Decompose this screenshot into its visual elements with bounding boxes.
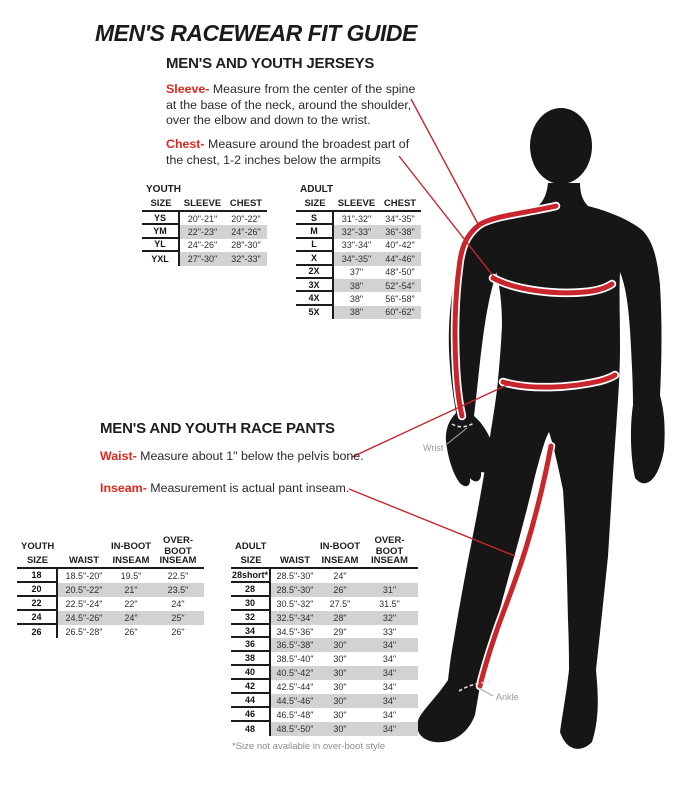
- size-cell: 34: [231, 625, 271, 639]
- footnote: *Size not available in over-boot style: [232, 741, 386, 752]
- inseam-term: Inseam-: [100, 481, 147, 495]
- waist-text: Measure about 1" below the pelvis bone.: [136, 449, 364, 463]
- value-cell: 34": [361, 666, 418, 680]
- value-cell: 28.5"-30": [276, 570, 314, 581]
- column-header-spacer: [271, 539, 319, 553]
- value-cell: 48.5"-50": [271, 722, 319, 736]
- value-cell: 33"-34": [341, 240, 372, 251]
- table-row: [17, 611, 204, 625]
- sleeve-description: [166, 82, 420, 129]
- adult-pants-table: [231, 535, 418, 736]
- table-row: [296, 239, 421, 252]
- column-header-size: SIZE: [150, 197, 172, 209]
- table-header-row-top: [231, 535, 418, 557]
- value-cell: 38": [334, 306, 379, 319]
- value-cell: 27"-30": [180, 252, 225, 265]
- value-cell: 26": [319, 583, 361, 597]
- column-header-sleeve: SLEEVE: [337, 197, 376, 209]
- size-cell: 28short*: [231, 569, 271, 583]
- table-row: [231, 708, 418, 722]
- value-cell: 40.5"-42": [271, 666, 319, 680]
- youth-pants-table: [17, 535, 204, 638]
- value-cell: 24"-26": [225, 225, 267, 238]
- value-cell: 22.5"-24": [65, 598, 103, 609]
- value-cell: 34": [361, 638, 418, 652]
- value-cell: 38": [349, 294, 364, 305]
- size-cell: 40: [231, 666, 271, 680]
- value-cell: 30": [319, 722, 361, 736]
- size-cell: 36: [231, 638, 271, 652]
- value-cell: 34"-35": [334, 252, 379, 265]
- adult-jersey-table: [296, 183, 421, 319]
- table-row: [231, 652, 418, 666]
- value-cell: 40"-42": [385, 240, 415, 251]
- table-header-row-top: [17, 535, 204, 557]
- jerseys-section-heading: MEN'S AND YOUTH JERSEYS: [166, 55, 375, 72]
- size-cell: 18: [17, 569, 58, 583]
- head-silhouette: [530, 108, 592, 184]
- value-cell: 44.5"-46": [271, 694, 319, 708]
- table-row: [17, 597, 204, 611]
- value-cell: 20"-22": [231, 213, 261, 224]
- column-header-sleeve: SLEEVE: [183, 197, 222, 209]
- size-cell: M: [296, 225, 334, 238]
- value-cell: 48"-50": [385, 267, 415, 278]
- size-cell: 26: [17, 625, 58, 639]
- size-cell: 2X: [296, 266, 334, 279]
- value-cell: 27.5": [329, 598, 351, 609]
- table-body: [231, 569, 418, 736]
- value-cell: 26": [171, 626, 185, 637]
- size-cell: 4X: [296, 292, 334, 305]
- table-group-label: ADULT: [300, 184, 334, 195]
- body-silhouette: [417, 183, 664, 749]
- column-header-inseam: INSEAM: [371, 554, 408, 566]
- value-cell: 30": [319, 694, 361, 708]
- value-cell: 32"-33": [225, 252, 267, 265]
- value-cell: 26": [124, 626, 138, 637]
- value-cell: 30": [319, 638, 361, 652]
- column-header-inboot: IN-BOOT: [319, 540, 361, 552]
- value-cell: 60"-62": [379, 306, 421, 319]
- size-cell: 48: [231, 722, 271, 736]
- size-cell: 3X: [296, 279, 334, 292]
- value-cell: 46.5"-48": [276, 709, 314, 720]
- table-body: [142, 212, 267, 266]
- table-row: [296, 252, 421, 265]
- table-header-row: [142, 196, 267, 212]
- size-cell: YL: [142, 239, 180, 252]
- table-row: [231, 666, 418, 680]
- value-cell: 31": [361, 583, 418, 597]
- table-row: [17, 583, 204, 597]
- table-group-label: YOUTH: [146, 184, 181, 195]
- value-cell: 30": [333, 654, 347, 665]
- value-cell: 32.5"-34": [271, 611, 319, 625]
- table-row: [231, 722, 418, 736]
- value-cell: 30": [319, 666, 361, 680]
- value-cell: 34": [382, 709, 397, 720]
- table-row: [231, 625, 418, 639]
- column-header-inseam: INSEAM: [159, 554, 197, 566]
- column-header-chest: CHEST: [229, 197, 263, 209]
- value-cell: 28": [319, 611, 361, 625]
- table-row: [17, 625, 204, 639]
- value-cell: 34"-35": [385, 213, 415, 224]
- value-cell: 34.5"-36": [276, 626, 314, 637]
- table-row: [296, 212, 421, 225]
- value-cell: 31"-32": [341, 213, 372, 224]
- value-cell: 22": [124, 598, 138, 609]
- value-cell: 30.5"-32": [276, 598, 314, 609]
- value-cell: 22.5": [167, 570, 189, 581]
- size-cell: 20: [17, 583, 58, 597]
- value-cell: 19.5": [120, 570, 142, 581]
- value-cell: 25": [152, 611, 204, 625]
- value-cell: 24.5"-26": [58, 611, 110, 625]
- column-header-waist: WAIST: [279, 554, 311, 566]
- page-title: MEN'S RACEWEAR FIT GUIDE: [95, 20, 417, 46]
- value-cell: 20"-21": [187, 213, 218, 224]
- table-group-label: YOUTH: [21, 540, 55, 552]
- table-row: [17, 569, 204, 583]
- column-header-inseam: INSEAM: [321, 554, 359, 566]
- value-cell: [361, 569, 418, 583]
- size-cell: 5X: [296, 306, 334, 319]
- chest-description: [166, 137, 420, 168]
- value-cell: 22"-23": [180, 225, 225, 238]
- column-header-size: SIZE: [240, 554, 262, 566]
- ankle-label: Ankle: [496, 692, 519, 702]
- inseam-text: Measurement is actual pant inseam.: [146, 481, 350, 495]
- inseam-description: [100, 481, 349, 497]
- table-row: [231, 583, 418, 597]
- size-cell: 22: [17, 597, 58, 611]
- value-cell: 30": [333, 682, 347, 693]
- table-row: [231, 611, 418, 625]
- table-row: [231, 638, 418, 652]
- size-cell: S: [296, 212, 334, 225]
- sleeve-text: Measure from the center of the spine at the base of the neck, around the shoulder, over the elbow and down to the wrist.: [166, 82, 416, 127]
- value-cell: 32": [361, 611, 418, 625]
- value-cell: 34": [382, 682, 397, 693]
- column-header-waist: WAIST: [68, 554, 100, 566]
- table-row: [142, 225, 267, 238]
- size-cell: YXL: [142, 252, 180, 265]
- value-cell: 28.5"-30": [271, 583, 319, 597]
- size-cell: 30: [231, 597, 271, 611]
- value-cell: 23.5": [152, 583, 204, 597]
- column-header-size: SIZE: [304, 197, 326, 209]
- value-cell: 20.5"-22": [58, 583, 110, 597]
- wrist-label: Wrist: [423, 443, 444, 453]
- value-cell: 31.5": [379, 598, 400, 609]
- size-cell: 28: [231, 583, 271, 597]
- size-cell: 42: [231, 680, 271, 694]
- youth-jersey-table: [142, 183, 267, 266]
- size-cell: YM: [142, 225, 180, 238]
- table-header-row: [296, 196, 421, 212]
- table-body: [296, 212, 421, 319]
- table-row: [231, 694, 418, 708]
- column-header-size: SIZE: [26, 554, 49, 566]
- table-header-row: [17, 553, 204, 569]
- value-cell: 42.5"-44": [276, 682, 314, 693]
- chest-text: Measure around the broadest part of the chest, 1-2 inches below the armpits: [166, 137, 410, 167]
- pants-section-heading: MEN'S AND YOUTH RACE PANTS: [100, 420, 335, 437]
- size-cell: 44: [231, 694, 271, 708]
- column-header-chest: CHEST: [383, 197, 417, 209]
- waist-term: Waist-: [100, 449, 137, 463]
- chest-term: Chest-: [166, 137, 205, 151]
- value-cell: 38": [334, 279, 379, 292]
- table-row: [296, 266, 421, 279]
- sleeve-term: Sleeve-: [166, 82, 210, 96]
- table-row: [231, 597, 418, 611]
- ankle-leader-line: [479, 688, 493, 696]
- value-cell: 38.5"-40": [276, 654, 314, 665]
- table-header-row: [231, 553, 418, 569]
- table-group-label: ADULT: [235, 540, 267, 552]
- size-cell: X: [296, 252, 334, 265]
- value-cell: 18.5"-20": [65, 570, 103, 581]
- value-cell: 32"-33": [334, 225, 379, 238]
- table-row: [231, 680, 418, 694]
- value-cell: 24": [110, 611, 152, 625]
- column-header-overboot: OVER-BOOT: [374, 535, 405, 557]
- column-header-overboot: OVER-BOOT: [162, 535, 194, 557]
- table-row: [142, 239, 267, 252]
- value-cell: 24"-26": [187, 240, 218, 251]
- value-cell: 34": [361, 722, 418, 736]
- table-row: [142, 212, 267, 225]
- size-cell: 38: [231, 652, 271, 666]
- value-cell: 34": [361, 694, 418, 708]
- table-row: [296, 292, 421, 305]
- table-row: [142, 252, 267, 265]
- value-cell: 33": [382, 626, 397, 637]
- size-cell: 24: [17, 611, 58, 625]
- value-cell: 52"-54": [379, 279, 421, 292]
- value-cell: 28"-30": [231, 240, 261, 251]
- size-cell: YS: [142, 212, 180, 225]
- value-cell: 56"-58": [385, 294, 415, 305]
- value-cell: 30": [333, 709, 347, 720]
- value-cell: 24": [333, 570, 347, 581]
- value-cell: 21": [110, 583, 152, 597]
- value-cell: 44"-46": [379, 252, 421, 265]
- value-cell: 36.5"-38": [271, 638, 319, 652]
- size-cell: 32: [231, 611, 271, 625]
- value-cell: 36"-38": [379, 225, 421, 238]
- sleeve-leader-line: [411, 99, 478, 224]
- column-header-spacer: [58, 539, 110, 553]
- value-cell: 26.5"-28": [65, 626, 103, 637]
- column-header-inboot: IN-BOOT: [110, 540, 152, 552]
- value-cell: 37": [349, 267, 364, 278]
- table-row: [296, 279, 421, 292]
- table-body: [17, 569, 204, 638]
- table-row: [296, 306, 421, 319]
- table-row: [296, 225, 421, 238]
- size-cell: 46: [231, 708, 271, 722]
- value-cell: 29": [333, 626, 347, 637]
- value-cell: 24": [171, 598, 185, 609]
- column-header-inseam: INSEAM: [112, 554, 150, 566]
- value-cell: 34": [382, 654, 397, 665]
- waist-description: [100, 449, 364, 465]
- size-cell: L: [296, 239, 334, 252]
- table-row: [231, 569, 418, 583]
